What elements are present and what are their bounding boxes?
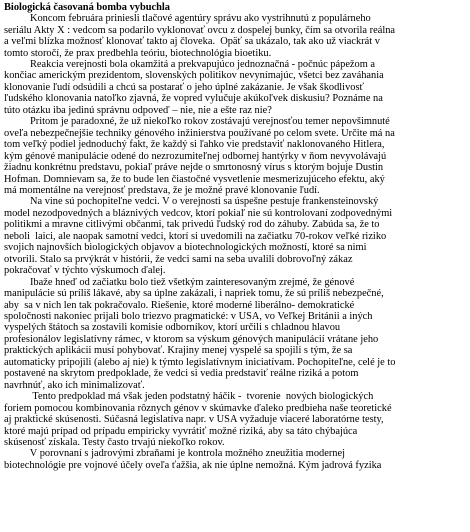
document (4, 2, 464, 471)
text-line: automaticky pripojili (alebo aj nie) k týmto legislatívnym iniciatívam. Pochopiteľne, celé je to (4, 356, 396, 368)
text-line: neboli laici, ale naopak samotní vedci, ktorí si uvedomili na začiatku 70-rokov veľké riziko (4, 230, 387, 242)
text-line: pokračovať v týchto výskumoch ďalej. (4, 265, 166, 277)
text-line: ktoré majú prípad od prípadu empiricky vyvrátiť možné riziká, aby sa táto chýbajúca (4, 425, 358, 437)
text-line: foriem pomocou kombinovania rôznych génov v skúmavke ďaleko predbieha naše teoretické (4, 402, 392, 414)
paragraph (4, 277, 464, 392)
article-body (4, 13, 464, 471)
text-line: politikmi a mravne citlivými občanmi, tak privedú ľudský rod do záhuby. Zabúda sa, že to (4, 219, 380, 231)
paragraph (4, 13, 464, 59)
text-line: aj praktické skúsenosti. Súčasná legislatíva napr. v USA vyžaduje viaceré laboratórne testy, (4, 414, 384, 426)
text-line: praktických aplikácii musí pohybovať. Krajiny menej vyspelé sa spojili s tým, že sa (4, 345, 353, 357)
text-line: ľudského klonovania natoľko zjavná, že vopred vylučuje akúkoľvek diskusiu? Poznáme na (4, 93, 383, 105)
text-line: oveľa nebezpečnejšie techniky génového inžinierstva používané po celom svete. Určite má na (4, 127, 395, 139)
text-line: model nezodpovedných a bláznivých vedcov, ktorí pokiaľ nie sú kontrolovaní zodpovednými (4, 207, 393, 219)
text-line: Tento predpoklad má však jeden podstatný háčik - tvorenie nových biologických (4, 391, 374, 403)
text-line: klonovanie ľudí odsúdili a chcú sa postarať o jeho úplné zakázanie. Je však škodlivosť (4, 81, 364, 93)
text-line: končiac americkým prezidentom, slovenských politikov nevynímajúc, všetci bez zaváhania (4, 70, 384, 82)
paragraph (4, 448, 464, 471)
text-line: žiadnu konkrétnu predstavu, pokiaľ práve nejde o smrtonosný vírus s ktorým bojuje Dustin (4, 162, 384, 174)
article-title: Biologická časovaná bomba vybuchla (4, 2, 170, 13)
text-line: svojich najnovších biologických objavov a biotechnologických možností, ktoré sa nimi (4, 242, 367, 254)
paragraph (4, 196, 464, 276)
text-line: profesionálov legislatívny rámec, v ktorom sa výskum génových manipulácií vrátane jeho (4, 333, 379, 345)
text-line: seriálu Akty X : vedcom sa podarilo vyklonovať ovcu z dospelej bunky, čím sa otvorila reálna (4, 24, 396, 36)
text-line: Pritom je paradoxné, že už niekoľko rokov zostávajú verejnosťou temer nepovšimnuté (4, 116, 390, 128)
paragraph (4, 59, 464, 116)
text-line: tom veľký podiel jednoduchý fakt, že každý si ľahko vie predstaviť naklonovaného Hitlera, (4, 139, 385, 151)
text-line: aby sa v nich len tak pokračovalo. Riešenie, ktoré moderné liberálno- demokratické (4, 299, 355, 311)
text-line: túto otázku iba jedinú správnu odpoveď – nie, nie a ešte raz nie? (4, 104, 272, 116)
text-line: manipulácie sú príliš lákavé, aby sa úplne zakázali, i napriek tomu, že sú príliš nebezpečné, (4, 288, 384, 300)
text-line: Koncom februára priniesli tlačové agentúry správu ako vystrihnutú z populárneho (4, 13, 371, 25)
text-line: otvorili. Stalo sa prvýkrát v histórii, že vedci sami na seba uvalili dobrovoľný zákaz (4, 253, 353, 265)
paragraph (4, 116, 464, 196)
paragraph (4, 391, 464, 448)
text-line: kým génové manipulácie odené do nezrozumiteľnej odbornej hantýrky v ňom nevyvolávajú (4, 150, 387, 162)
text-line: Ibaže hneď od začiatku bolo tiež všetkým zainteresovaným zrejmé, že génové (4, 276, 355, 288)
text-line: navrhnúť, ako ich minimalizovať. (4, 379, 145, 391)
text-line: tomto storočí, že prax predbehla teóriu, biotechnológia bioetiku. (4, 47, 272, 59)
text-line: Na vine sú pochopiteľne vedci. V o verejnosti sa úspešne pestuje frankensteinovský (4, 196, 379, 208)
text-line: Hofman. Domnievam sa, že to bude len čiastočné vysvetlenie mesmerizujúceho efektu, aký (4, 173, 385, 185)
text-line: má momentálne na verejnosť predstava, že je možné pravé klonovanie ľudí. (4, 185, 320, 196)
text-line: Reakcia verejnosti bola okamžitá a prekvapujúco jednoznačná - počnúc pápežom a (4, 59, 376, 71)
text-line: skúsenosť získala. Testy často trvajú niekoľko rokov. (4, 436, 225, 448)
text-line: spoločnosti nakoniec prijali bolo triezvo pragmatické: v USA, vo Veľkej Británii a iných (4, 310, 373, 322)
text-line: V porovnaní s jadrovými zbraňami je kontrola možného zneužitia modernej (4, 448, 345, 460)
text-line: biotechnológie pre vojnové účely oveľa ťažšia, ak nie úplne nemožná. Kým jadrová fyzika (4, 459, 382, 471)
text-line: a veľmi blízka možnosť klonovať takto aj človeka. Opäť sa ukázalo, tak ako už viackrát v (4, 36, 380, 48)
text-line: vyspelých štátoch sa zostavili komisie odborníkov, ktorí určili s chladnou hlavou (4, 322, 341, 334)
text-line: postavené na skrytom predpoklade, že vedci si vedia predstaviť reálne riziká a potom (4, 368, 359, 380)
